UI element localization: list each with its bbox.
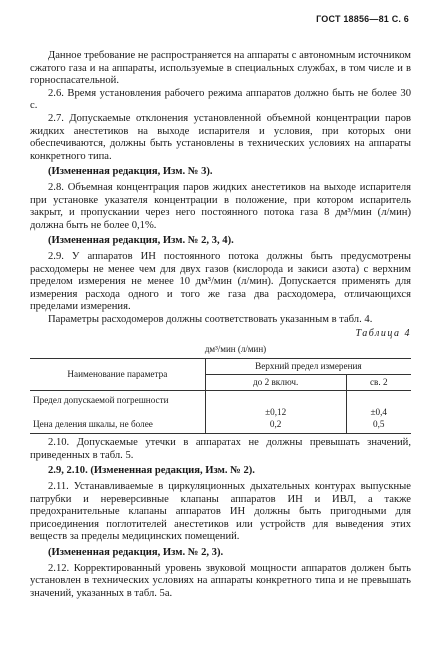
paragraph: 2.10. Допускаемые утечки в аппаратах не должны превышать значений, приведенных в табл. 5. [30, 437, 411, 461]
table-4 [30, 358, 411, 435]
paragraph: Параметры расходомеров должны соответствовать указанным в табл. 4. [48, 313, 373, 325]
cell-value: 0,5 [346, 419, 411, 434]
amendment-note: (Измененная редакция, Изм. № 2, 3, 4). [48, 235, 234, 247]
cell-value: ±0,12 [205, 391, 346, 419]
table-row [30, 419, 411, 434]
paragraph: 2.6. Время установления рабочего режима аппаратов должно быть не более 30 с. [30, 87, 411, 112]
amendment-note: 2.9, 2.10. (Измененная редакция, Изм. № 2). [48, 465, 255, 477]
table-caption: Таблица 4 [355, 328, 411, 340]
paragraph: 2.7. Допускаемые отклонения установленной объемной концентрации паров жидких анестетиков на выходе испарителя и условия, при которых они обеспечиваются, должны быть установлены в технических условиях на аппараты конкретного типа. [30, 112, 411, 162]
paragraph: 2.8. Объемная концентрация паров жидких анестетиков на выходе испарителя при установке указателя концентрации в положение, при котором испаритель закрыт, и пропускании через него постоянного потока газа 8 дм³/мин (л/мин) должна быть не более 0,1%. [30, 181, 411, 231]
amendment-note: (Измененная редакция, Изм. № 2, 3). [48, 547, 224, 559]
row-label: Цена деления шкалы, не более [30, 419, 205, 434]
paragraph: 2.9. У аппаратов ИН постоянного потока должны быть предусмотрены расходомеры не менее чем для двух газов (кислорода и закиси азота) с верхним пределом измерения не менее 10 дм³/мин (л/мин). Допускается применять для измерения расхода одного и того же газа два расходомера, отличающихся пределами измерения. [30, 250, 411, 313]
column-header-upper-limit: Верхний предел измерения [205, 358, 411, 374]
cell-value: ±0,4 [346, 391, 411, 419]
column-header-over-2: св. 2 [346, 375, 411, 391]
page-header: ГОСТ 18856—81 С. 6 [316, 14, 409, 24]
column-header-up-to-2: до 2 включ. [205, 375, 346, 391]
row-label: Предел допускаемой погрешности [33, 395, 169, 406]
table-units: дм³/мин (л/мин) [204, 344, 267, 355]
column-header-parameter: Наименование параметра [30, 358, 205, 391]
paragraph: Данное требование не распространяется на аппараты с автономным источником сжатого газа и на аппараты, используемые в специальных службах, в том числе и в горноспасательной. [30, 50, 411, 87]
amendment-note: (Измененная редакция, Изм. № 3). [48, 166, 213, 178]
paragraph: 2.11. Устанавливаемые в циркуляционных дыхательных контурах выпускные патрубки и нереверсивные клапаны аппаратов ИН и ИВЛ, а также предохранительные клапаны аппаратов ИН должны быть пригодными для присоединения поглотителей анестетиков или устройств для выведения этих веществ за пределы медицинских помещений. [30, 481, 411, 543]
table-row [30, 391, 411, 419]
document-body [30, 50, 411, 600]
paragraph: 2.12. Корректированный уровень звуковой мощности аппаратов должен быть установлен в технических условиях на аппараты конкретного типа и не превышать значений, указанных в табл. 5а. [30, 562, 411, 599]
cell-value: 0,2 [205, 419, 346, 434]
